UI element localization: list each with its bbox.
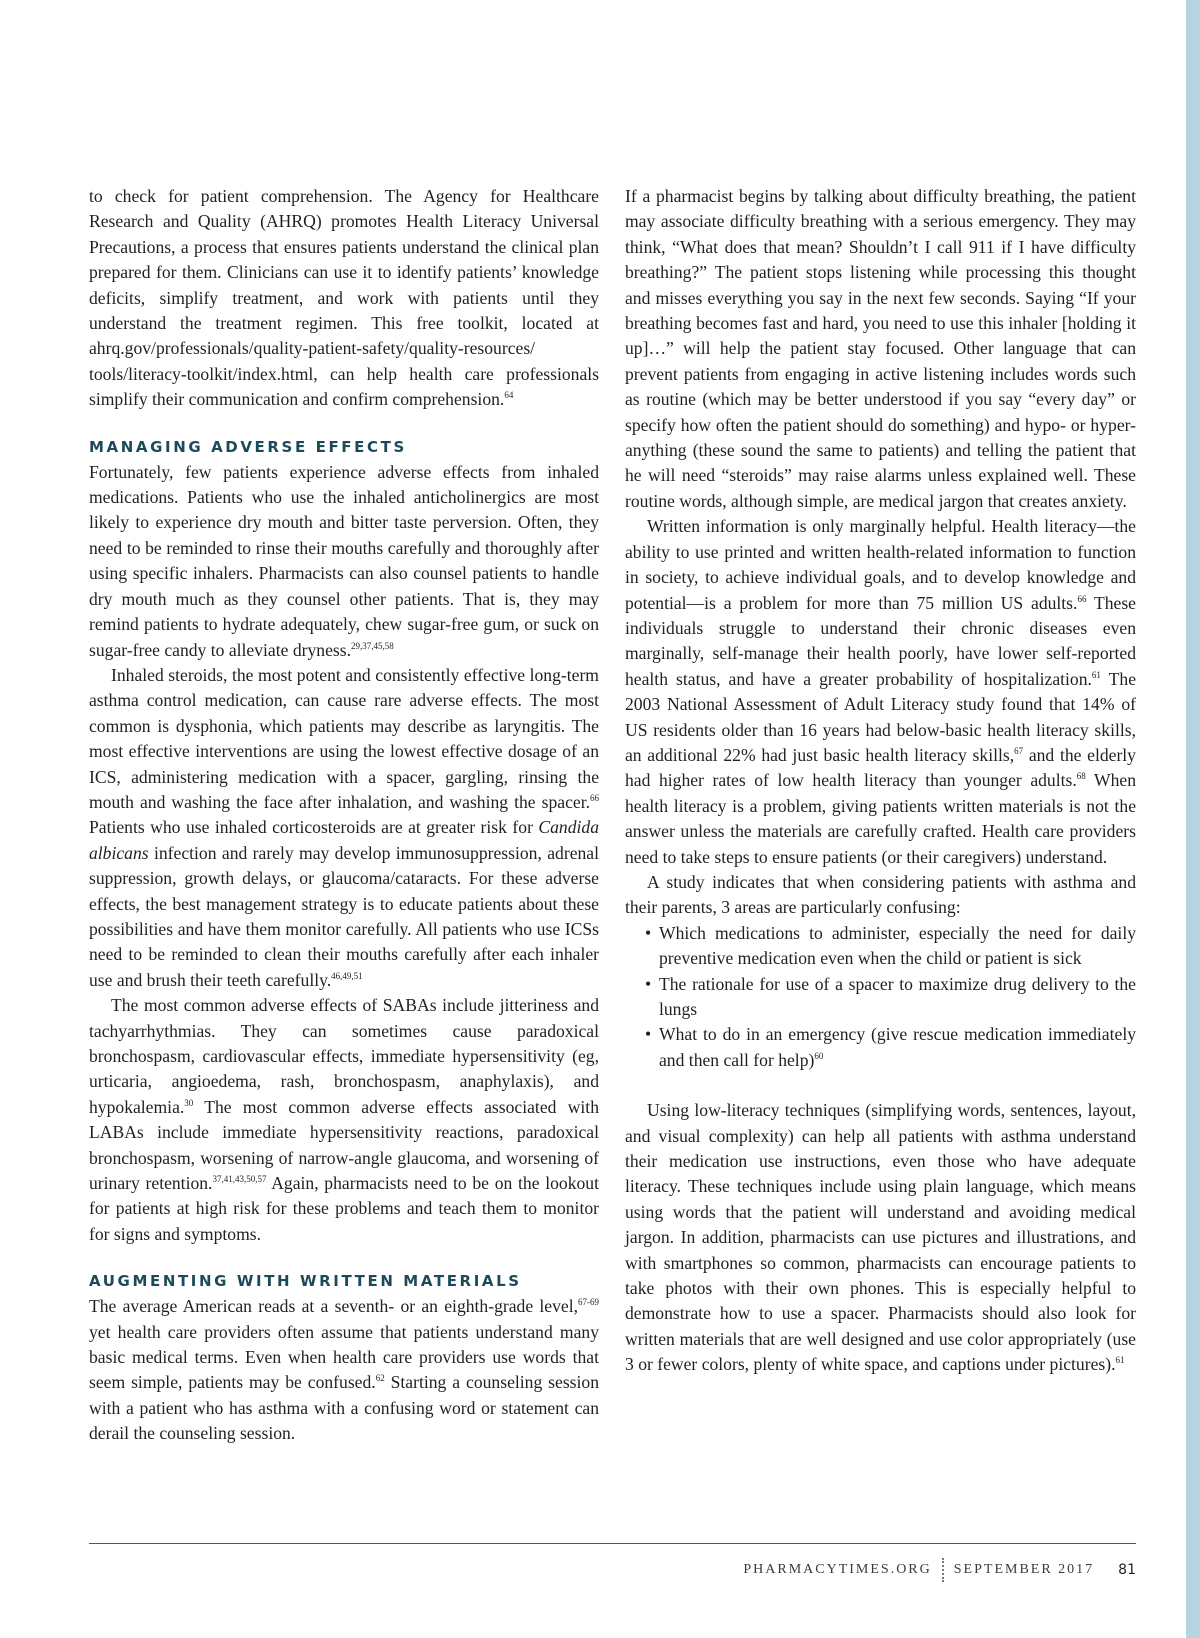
page-edge-color-bar	[1186, 0, 1200, 1638]
page-footer	[743, 1560, 1136, 1580]
paragraph-right-3: A study indicates that when considering patients with asthma and their parents, 3 areas are particularly confusing:	[625, 871, 1136, 918]
spacer	[625, 1073, 1136, 1098]
paragraph-adverse-3: The most common adverse effects of SABAs include jitteriness and tachyarrhythmias. They can sometimes cause paradoxical bronchospasm, cardiovascular effects, immediate hypersensitivity (eg, urticaria, angioedema, rash, bronchospasm, anaphylaxis), and hypokalemia.$^{30}$ The most common adverse effects associated with LABAs include immediate hypersensitivity reactions, paradoxical bronchospasm, worsening of narrow-angle glaucoma, and worsening of urinary retention.$^{37,41,43,50,57}$ Again, pharmacists need to be on the lookout for patients at high risk for these problems and teach them to monitor for signs and symptoms.	[89, 995, 599, 1244]
paragraph-intro: to check for patient comprehension. The Agency for Healthcare Research and Quality (AHRQ) promotes Health Literacy Universal Precautions, a process that ensures patients understand the clinical plan prepared for them. Clinicians can use it to identify patients’ knowledge deficits, simplify treatment, and work with patients until they understand the treatment regimen. This free toolkit, located at ahrq.gov/professionals/quality-patient-safety/quality-resources/ tools/literacy-toolkit/index.html, can help health care professionals simplify their communication and confirm comprehension.$^{64}$	[89, 186, 599, 410]
paragraph-right-1: If a pharmacist begins by talking about difficulty breathing, the patient may associate difficulty breathing with a serious emergency. They may think, “What does that mean? Shouldn’t I call 911 if I have difficulty breathing?” The patient stops listening while processing this thought and misses everything you say in the next few seconds. Saying “If your breathing becomes fast and hard, you need to use this inhaler [holding it up]…” will help the patient stay focused. Other language that can prevent patients from engaging in active listening includes words such as routine (which may be better understood if you say “every day” or specify how often the patient should do something) and hypo- or hyper- anything (these sound the same to patients) and telling the patient that he will need “steroids” may raise alarms unless explained well. These routine words, although simple, are medical jargon that creates anxiety.	[625, 186, 1136, 511]
heading-augmenting-written-materials: AUGMENTING WITH WRITTEN MATERIALS	[89, 1272, 522, 1291]
footer-separator	[942, 1558, 944, 1582]
paragraph-right-2: Written information is only marginally helpful. Health literacy—the ability to use printed and written health-related information to function in society, to achieve individual goals, and to develop knowledge and potential—is a problem for more than 75 million US adults.$^{66}$ These individuals struggle to understand their chronic diseases even marginally, self-manage their health poorly, have lower self-reported health status, and have a greater probability of hospitalization.$^{61}$ The 2003 National Assessment of Adult Literacy study found that 14% of US residents older than 16 years had below-basic health literacy skills, an additional 22% had just basic health literacy skills,$^{67}$ and the elderly had higher rates of low health literacy than younger adults.$^{68}$ When health literacy is a problem, giving patients written materials is not the answer unless the materials are carefully crafted. Health care providers need to take steps to ensure patients (or their caregivers) understand.	[625, 516, 1137, 867]
paragraph-written-1: The average American reads at a seventh- or an eighth-grade level,$^{67-69}$ yet health care providers often assume that patients understand many basic medical terms. Even when health care providers use words that seem simple, patients may be confused.$^{62}$ Starting a counseling session with a patient who has asthma with a confusing word or statement can derail the counseling session.	[89, 1296, 600, 1444]
list-item: • Which medications to administer, especially the need for daily preventive medication even when the child or patient is sick	[625, 921, 1136, 972]
heading-managing-adverse-effects: MANAGING ADVERSE EFFECTS	[89, 437, 407, 456]
footer-site: PHARMACYTIMES.ORG	[743, 1562, 932, 1577]
list-item: • The rationale for use of a spacer to maximize drug delivery to the lungs	[625, 972, 1136, 1023]
footer-divider	[89, 1543, 1136, 1544]
left-column	[89, 184, 599, 1447]
confusing-areas-list	[625, 921, 1136, 1073]
paragraph-adverse-1: Fortunately, few patients experience adverse effects from inhaled medications. Patients who use the inhaled anticholinergics are most likely to experience dry mouth and bitter taste perversion. Often, they need to be reminded to rinse their mouths carefully and thoroughly after using specific inhalers. Pharmacists can also counsel patients to handle dry mouth much as they counsel other patients. That is, they may remind patients to hydrate adequately, chew sugar-free gum, or suck on sugar-free candy to alleviate dryness.$^{29,37,45,58}$	[89, 461, 599, 660]
page-number: 81	[1118, 1562, 1136, 1578]
right-column	[625, 184, 1136, 1378]
footer-issue: SEPTEMBER 2017	[953, 1562, 1095, 1577]
paragraph-adverse-2: Inhaled steroids, the most potent and consistently effective long-term asthma control medication, can cause rare adverse effects. The most common is dysphonia, which patients may describe as laryngitis. The most effective interventions are using the lowest effective dosage of an ICS, administering medication with a spacer, gargling, rinsing the mouth and washing the face after inhalation, and washing the spacer.$^{66}$ Patients who use inhaled corticosteroids are at greater risk for Candida albicans infection and rarely may develop immunosuppression, adrenal suppression, growth delays, or glaucoma/cataracts. For these adverse effects, the best management strategy is to educate patients about these possibilities and have them monitor carefully. All patients who use ICSs need to be reminded to clean their mouths carefully after each inhaler use and brush their teeth carefully.$^{46,49,51}$	[89, 664, 599, 990]
paragraph-right-4: Using low-literacy techniques (simplifying words, sentences, layout, and visual complexity) can help all patients with asthma understand their medication use instructions, even those who have adequate literacy. These techniques include using plain language, which means using words that the patient will understand and avoiding medical jargon. In addition, pharmacists can use pictures and illustrations, and with smartphones so common, pharmacists can encourage patients to take photos with their own phones. This is especially helpful to demonstrate how to use a spacer. Pharmacists should also look for written materials that are well designed and use color appropriately (use 3 or fewer colors, plenty of white space, and captions under pictures).$^{61}$	[625, 1100, 1136, 1375]
list-item: • What to do in an emergency (give rescue medication immediately and then call for help)$^{60}$	[625, 1022, 1136, 1073]
